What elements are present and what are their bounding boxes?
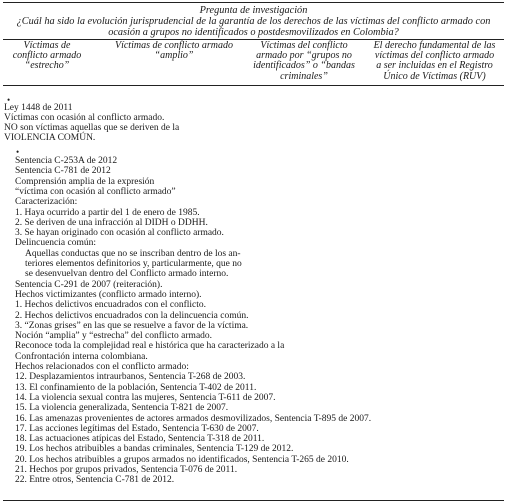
law-1448-line: NO son víctimas aquellas que se deriven de la [4, 123, 180, 133]
jurisprudence-line: 1. Haya ocurrido a partir del 1 de enero de 1985. [15, 207, 200, 218]
jurisprudence-line: Sentencia C-291 de 2007 (reiteración). [15, 279, 163, 290]
jurisprudence-line: 16. Las amenazas provenientes de actores armados desmovilizados, Sentencia T-895 de 2007. [15, 413, 372, 424]
jurisprudence-line: 12. Desplazamientos intraurbanos, Sentencia T-268 de 2003. [15, 372, 246, 383]
jurisprudence-line: 21. Hechos por grupos privados, Sentencia T-076 de 2011. [15, 465, 238, 475]
jurisprudence-line: 2. Se deriven de una infracción al DIDH o DDHH. [15, 217, 208, 228]
jurisprudence-line: 22. Entre otros, Sentencia C-781 de 2012. [15, 475, 175, 486]
research-question-line-2: ocasión a grupos no identificados o postdesmovilizados en Colombia? [108, 27, 399, 38]
jurisprudence-line: 13. El confinamiento de la población, Sentencia T-402 de 2011. [15, 382, 257, 393]
column-header-unidentified-groups: Víctimas del conflicto armado por “grupos no identificados” o “bandas criminales” [253, 40, 355, 82]
jurisprudence-line: 15. La violencia generalizada, Sentencia T-821 de 2007. [15, 403, 229, 414]
jurisprudence-line: Caracterización: [15, 197, 78, 208]
bottom-rule [3, 500, 504, 501]
research-question-line-1: ¿Cuál ha sido la evolución jurisprudencial de la garantía de los derechos de las víctimas del conflicto armado con [16, 16, 491, 27]
jurisprudence-line: Noción “amplia” y “estrecha” del conflicto armado. [15, 331, 213, 342]
jurisprudence-line: 17. Las acciones legítimas del Estado, Sentencia T-630 de 2007. [15, 423, 259, 434]
jurisprudence-line: 2. Hechos delictivos encuadrados con la delincuencia común. [15, 310, 249, 321]
law-1448-line: Víctimas con ocasión al conflicto armado. [4, 113, 165, 123]
jurisprudence-line: “víctima con ocasión al conflicto armado” [15, 186, 176, 197]
law-1448-line: Ley 1448 de 2011 [4, 103, 73, 113]
jurisprudence-line: Aquellas conductas que no se inscriban dentro de los an- [25, 248, 241, 259]
bullet-marker: • [7, 95, 11, 105]
jurisprudence-line: Hechos victimizantes (conflicto armado interno). [15, 289, 202, 300]
jurisprudence-line: Sentencia C-781 de 2012 [15, 166, 111, 177]
jurisprudence-line: 14. La violencia sexual contra las mujeres, Sentencia T-611 de 2007. [15, 392, 276, 403]
top-rule [3, 2, 504, 3]
jurisprudence-line: Reconoce toda la complejidad real e histórica que ha caracterizado a la [15, 341, 285, 352]
jurisprudence-line: Hechos relacionados con el conflicto armado: [15, 362, 189, 372]
columns-rule [3, 85, 504, 86]
jurisprudence-line: 20. Los hechos atribuibles a grupos armados no identificados, Sentencia T-265 de 2010. [15, 454, 349, 465]
research-table [3, 2, 504, 501]
jurisprudence-line: se desenvuelvan dentro del Conflicto armado interno. [25, 269, 229, 280]
column-header-ruv-right: El derecho fundamental de las víctimas del conflicto armado a ser incluidas en el Registro Único de Víctimas (RUV) [373, 40, 496, 82]
jurisprudence-line: teriores elementos definitorios y, particularmente, que no [25, 259, 242, 269]
jurisprudence-line: Confrontación interna colombiana. [15, 351, 148, 362]
law-1448-line: VIOLENCIA COMÚN. [4, 133, 96, 143]
column-header-broad: Víctimas de conflicto armado “amplio” [114, 40, 234, 62]
jurisprudence-line: 3. Se hayan originado con ocasión al conflicto armado. [15, 228, 224, 239]
jurisprudence-line: Comprensión amplia de la expresión [15, 176, 155, 187]
jurisprudence-line: 18. Las actuaciones atípicas del Estado, Sentencia T-318 de 2011. [15, 434, 265, 445]
jurisprudence-line: 1. Hechos delictivos encuadrados con el conflicto. [15, 300, 206, 311]
jurisprudence-line: 3. “Zonas grises” en las que se resuelve a favor de la víctima. [15, 320, 249, 331]
jurisprudence-line: Sentencia C-253A de 2012 [15, 156, 118, 166]
bullet-marker: • [16, 147, 20, 157]
jurisprudence-line: Delincuencia común: [15, 238, 96, 249]
table-caption: Pregunta de investigación [199, 5, 308, 16]
column-header-narrow: Víctimas de conflicto armado “estrecho” [12, 40, 82, 72]
jurisprudence-line: 19. Los hechos atribuibles a bandas criminales, Sentencia T-129 de 2012. [15, 444, 294, 455]
